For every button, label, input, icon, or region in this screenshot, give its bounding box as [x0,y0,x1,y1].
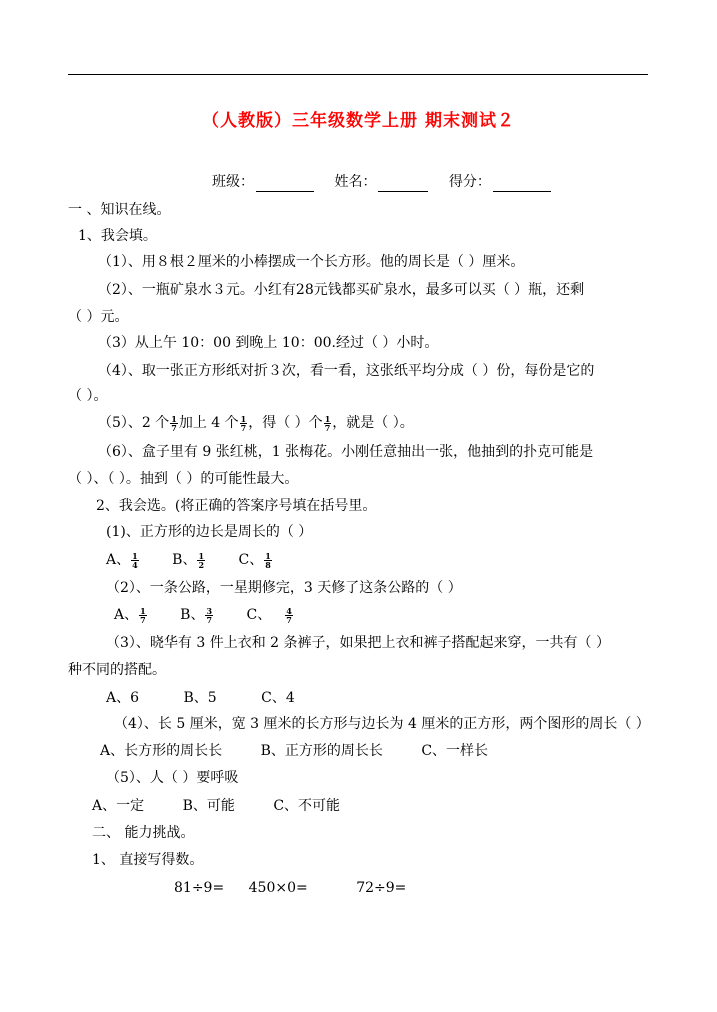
question-2-4-options [100,741,488,761]
option-c[interactable]: C、一样长 [421,743,489,759]
option-c[interactable]: C、不可能 [273,798,341,814]
name-blank[interactable] [378,191,428,192]
question-2-3b: 种不同的搭配。 [68,662,166,678]
part1-heading: 1、我会填。 [78,228,157,244]
question-2-5-options [92,796,340,816]
q5-text-c: ，得（ ）个 [248,415,323,431]
class-blank[interactable] [256,191,314,192]
section2-heading: 二、 能力挑战。 [92,825,195,841]
question-1-6a: （6）、盒子里有 9 张红桃，1 张梅花。小刚任意抽出一张，他抽到的扑克可能是 [98,444,594,460]
student-info-row [212,172,553,192]
option-b[interactable]: B、可能 [182,798,235,814]
question-2-3-options [106,688,295,708]
option-a[interactable]: A、一定 [92,798,145,814]
question-1-1: （1）、用８根２厘米的小棒摆成一个长方形。他的周长是（ ）厘米。 [98,254,525,270]
score-blank[interactable] [493,191,551,192]
section1-heading: 一 、知识在线。 [68,202,171,218]
option-c[interactable]: C、 $\frac{1}{8}$ [238,550,271,570]
question-2-1: (1)、正方形的边长是周长的（ ） [106,524,313,540]
calc-item: 81÷9= [174,880,225,896]
q5-text-a: （5）、2 个 [98,415,170,431]
option-c[interactable]: C、 $\frac{4}{7}$ [246,605,292,625]
option-c[interactable]: C、4 [261,690,295,706]
part2-heading: 2、我会选。(将正确的答案序号填在括号里。 [96,498,377,514]
question-2-2: （2）、一条公路，一星期修完，3 天修了这条公路的（ ） [106,580,462,596]
question-2-5: （5）、人（ ）要呼吸 [106,770,239,786]
top-rule [68,74,648,75]
score-label: 得分： [448,174,491,190]
question-2-3a: （3）、晓华有 3 件上衣和 2 条裤子，如果把上衣和裤子搭配起来穿，一共有（ ） [106,635,610,651]
question-1-4a: （4）、取一张正方形纸对折３次，看一看，这张纸平均分成（ ）份，每份是它的 [98,363,595,379]
question-1-4b: （ ）。 [68,388,108,404]
question-1-2a: （2）、一瓶矿泉水３元。小红有28元钱都买矿泉水，最多可以买（ ）瓶，还剩 [98,282,585,298]
option-b[interactable]: B、 $\frac{3}{7}$ [180,605,213,625]
option-b[interactable]: B、5 [183,690,217,706]
option-b[interactable]: B、正方形的周长长 [260,743,383,759]
section2-part1-heading: 1、 直接写得数。 [92,852,204,868]
calc-item: 72÷9= [356,880,407,896]
class-label: 班级： [212,174,254,190]
option-a[interactable]: A、 $\frac{1}{4}$ [106,550,138,570]
question-1-6b: （ ）、（ ）。抽到（ ）的可能性最大。 [68,471,299,487]
calc-row [174,878,406,898]
page-title: （人教版）三年级数学上册 期末测试２ [202,111,515,131]
fraction-one-seventh: $\frac{1}{7}$ [324,413,331,433]
option-a[interactable]: A、长方形的周长长 [100,743,223,759]
calc-item: 450×0= [248,880,308,896]
name-label: 姓名： [334,174,377,190]
question-1-3: （3）从上午 10：00 到晚上 10：00.经过（ ）小时。 [98,335,439,351]
option-a[interactable]: A、 $\frac{1}{7}$ [114,605,146,625]
question-2-1-options [106,550,273,570]
option-b[interactable]: B、 $\frac{1}{2}$ [172,550,205,570]
fraction-one-seventh: $\frac{1}{7}$ [171,413,177,433]
question-1-2b: （ ）元。 [68,309,129,325]
fraction-one-seventh: $\frac{1}{7}$ [240,413,247,433]
q5-text-d: ，就是（ ）。 [332,415,414,431]
question-1-5 [98,413,414,433]
question-2-4: （4）、长 5 厘米，宽 3 厘米的长方形与边长为 4 厘米的正方形，两个图形的周长（ ） [114,716,650,732]
q5-text-b: 加上 4 个 [178,415,239,431]
question-2-2-options [114,605,294,625]
option-a[interactable]: A、6 [106,690,140,706]
